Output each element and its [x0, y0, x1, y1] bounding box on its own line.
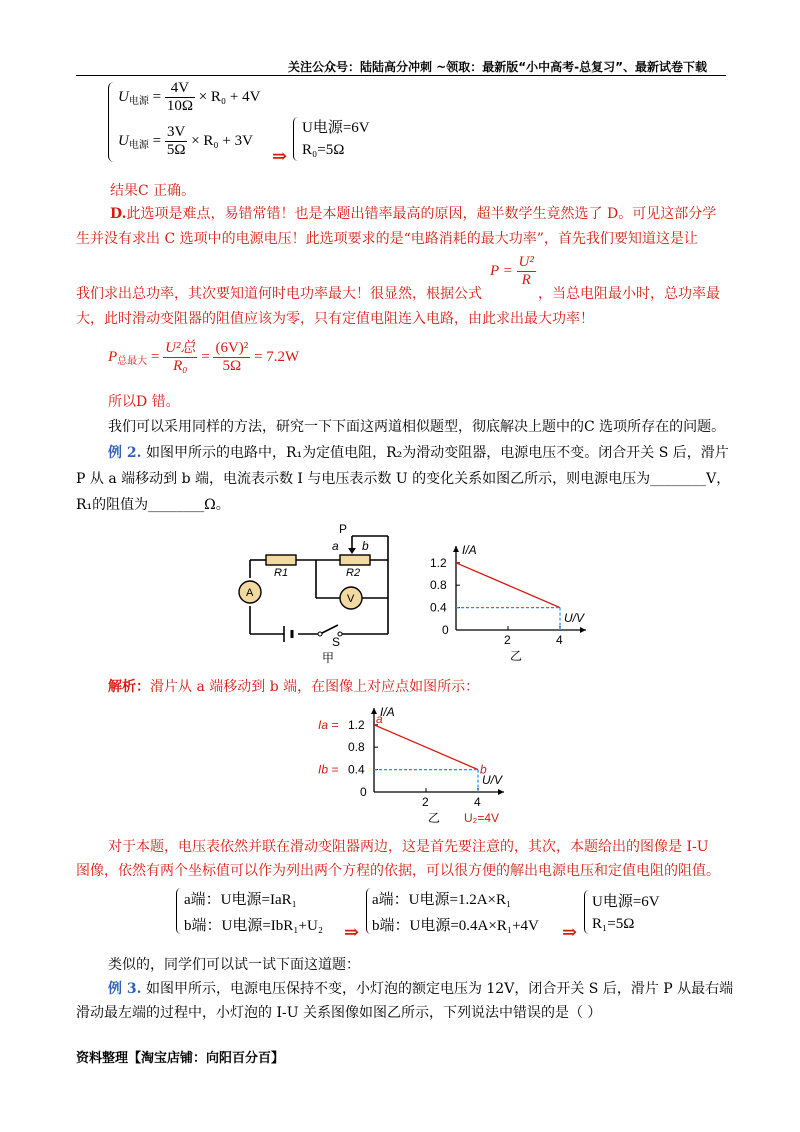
circuit-diagram: [236, 522, 396, 672]
system-1-line-2: b端：U电源=IbR₁+U₂: [184, 918, 324, 934]
y-axis-label: I/A: [462, 543, 477, 557]
x-tick-label: 4: [556, 633, 563, 647]
x-tick-label: 2: [504, 633, 511, 647]
x-axis-label: U/V: [564, 611, 585, 625]
circuit-label-r2: R2: [346, 567, 361, 579]
example-2-line-1: 例 2. 如图甲所示的电路中，R₁为定值电阻，R₂为滑动变阻器，电源电压不变。闭合开关 S 后，滑片: [108, 445, 729, 461]
ammeter-label: A: [246, 587, 254, 599]
u2-label: U₂=4V: [464, 811, 500, 825]
max-power-formula: $P_{总最大}$ = $\frac{\text{U²总}}{\text{R₀}}$ = $\frac{\text{(6V)²}}{5\Omega}$ = 7.2W: [108, 340, 300, 374]
x-tick-label: 2: [422, 795, 429, 809]
system-3-brace: [584, 890, 590, 934]
example-3-line-2: 滑动最左端的过程中，小灯泡的 I-U 关系图像如图乙所示，下列说法中错误的是（ ）: [76, 1005, 602, 1021]
system-2-line-2: b端：U电源=0.4A×R₁+4V: [372, 918, 539, 934]
point-b-label: b: [480, 762, 487, 777]
x-axis-arrow: [580, 627, 586, 633]
system-2-line-1: a端：U电源=1.2A×R₁: [372, 892, 512, 908]
analysis-line: 解析：滑片从 a 端移动到 b 端，在图像上对应点如图所示：: [108, 679, 480, 695]
d-paragraph-line-1: D.此选项是难点，易错常错！也是本题出错率最高的原因，超半数学生竟然选了 D。可见这部分学: [110, 206, 717, 222]
circuit-label-b: b: [362, 539, 369, 553]
intro-text: 我们可以采用同样的方法，研究一下下面这两道相似题型，彻底解决上题中的C 选项所存在的问题。: [108, 419, 726, 435]
example-3-line-1: 例 3. 如图甲所示，电源电压保持不变，小灯泡的额定电压为 12V，闭合开关 S 后，滑片 P 从最右端: [108, 981, 734, 997]
top-result-1: U电源=6V: [302, 120, 370, 136]
so-d-text: 所以D 错。: [108, 394, 180, 410]
d-paragraph-line-3a: 我们求出总功率，其次要知道何时电功率最大！很显然，根据公式: [76, 286, 482, 302]
top-equation-1: $U_{电源}$ = $\frac{4V}{10\Omega}$ × R₀ + 4V: [118, 80, 261, 114]
top-result-2: R₀=5Ω: [302, 142, 345, 158]
ib-label: Ib =: [318, 762, 339, 777]
y-axis-arrow: [453, 546, 459, 552]
implies-arrow-2: ⇒: [344, 922, 360, 943]
chart-caption: 乙: [510, 649, 523, 663]
series-line: [374, 725, 478, 770]
resistor-r2: [340, 555, 370, 565]
y-tick-label: 0.4: [430, 600, 447, 615]
circuit-label-s: S: [332, 635, 341, 649]
analysis-para-1: 对于本题，电压表依然并联在滑动变阻器两边，这是首先要注意的，其次，本题给出的图像是 I-U: [108, 839, 709, 855]
graph-2: [318, 700, 518, 832]
resistor-r1: [266, 555, 296, 565]
x-axis-arrow: [498, 789, 504, 795]
analysis-para-2: 图像，依然有两个坐标值可以作为列出两个方程的依据，可以很方便的解出电源电压和定值电阻的阻值。: [76, 863, 720, 879]
circuit-caption: 甲: [322, 651, 335, 665]
point-a-label: a: [376, 711, 383, 726]
top-result-brace: [293, 117, 299, 161]
circuit-label-r1: R1: [274, 567, 289, 579]
example-2-line-3: R₁的阻值为________Ω。: [76, 497, 230, 513]
y-tick-label: 1.2: [430, 555, 447, 570]
d-paragraph-line-4: 大，此时滑动变阻器的阻值应该为零，只有定值电阻连入电路，由此求出最大功率！: [76, 311, 594, 327]
chart-caption: 乙: [428, 811, 441, 825]
page-footer: 资料整理【淘宝店铺：向阳百分百】: [76, 1051, 285, 1066]
system-3-line-1: U电源=6V: [592, 894, 660, 910]
x-axis-label: U/V: [482, 773, 503, 787]
graph-1: [420, 530, 600, 670]
x-tick-label: 0: [442, 623, 449, 637]
similar-text: 类似的，同学们可以试一试下面这道题：: [108, 957, 360, 973]
example-2-line-2: P 从 a 端移动到 b 端，电流表示数 I 与电压表示数 U 的变化关系如图乙所示，则电源电压为________V，: [76, 471, 731, 487]
voltmeter-label: V: [347, 593, 355, 605]
d-paragraph-line-2: 生并没有求出 C 选项中的电源电压！此选项要求的是“电路消耗的最大功率”，首先我们要知道这是让: [76, 231, 698, 247]
header-rule: [76, 75, 726, 76]
y-tick-label: 0.8: [348, 740, 365, 755]
ia-label: Ia =: [318, 717, 339, 732]
x-tick-label: 0: [360, 785, 367, 799]
system-3-line-2: R₁=5Ω: [592, 916, 635, 932]
y-tick-label: 0.8: [430, 578, 447, 593]
y-axis-label: I/A: [380, 705, 395, 719]
top-equation-2: $U_{电源}$ = $\frac{3V}{5\Omega}$ × R₀ + 3V: [118, 124, 253, 158]
result-c-text: 结果C 正确。: [110, 183, 196, 199]
circuit-label-p: P: [339, 522, 348, 536]
top-brace: [108, 82, 115, 162]
system-1-line-1: a端：U电源=IaR₁: [184, 892, 297, 908]
page-header: 关注公众号：陆陆高分冲刺 ~领取：最新版“小中高考-总复习”、最新试卷下载: [288, 60, 707, 74]
y-tick-label: 1.2: [348, 717, 365, 732]
y-tick-label: 0.4: [348, 762, 365, 777]
series-line: [456, 563, 560, 608]
implies-arrow-3: ⇒: [562, 922, 578, 943]
slider-arrow: [348, 548, 356, 554]
circuit-label-a: a: [332, 539, 339, 553]
system-1-brace: [176, 888, 182, 934]
x-tick-label: 4: [474, 795, 481, 809]
implies-arrow-1: ⇒: [272, 146, 288, 167]
d-paragraph-line-3b: ，当总电阻最小时，总功率最: [538, 286, 720, 302]
power-formula: P = $\frac{\text{U²}}{R}$: [490, 254, 534, 288]
